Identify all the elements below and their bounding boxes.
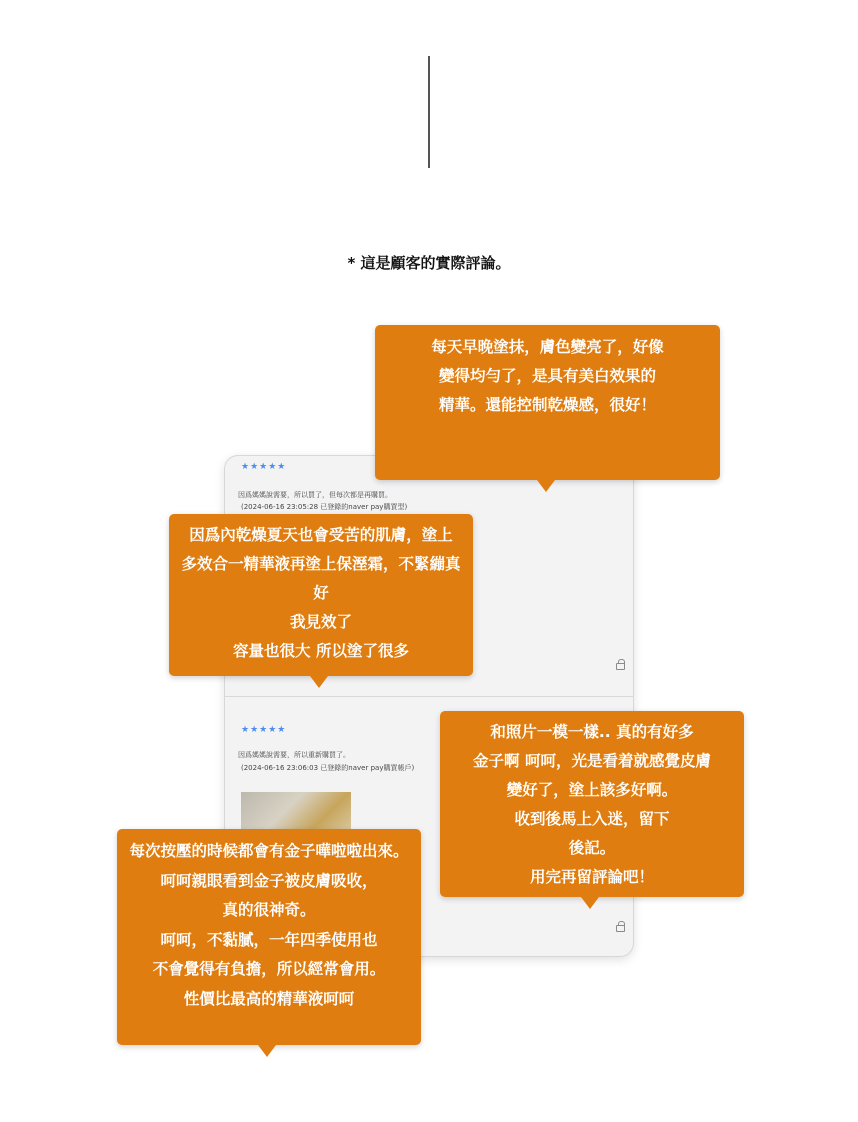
quote-line: 不會覺得有負擔，所以經常會用。 [152, 960, 386, 978]
quote-line: 後記。 [568, 839, 616, 857]
rating-stars: ★★★★★ [241, 462, 287, 472]
review-quote-bubble [440, 711, 744, 897]
lock-icon [616, 663, 625, 670]
quote-line: 因爲內乾燥夏天也會受苦的肌膚，塗上 [189, 526, 453, 544]
review-date: (2024-06-16 23:05:28 已登錄的naver pay購買型) [241, 503, 408, 511]
review-quote-bubble [375, 325, 720, 480]
quote-line: 和照片一模一樣.. 真的有好多 [490, 723, 694, 741]
review-date-suffix: 已登錄的naver pay購買帳戶) [320, 764, 415, 772]
review-date-value: (2024-06-16 23:06:03 [241, 764, 319, 772]
quote-line: 呵呵親眼看到金子被皮膚吸收， [160, 871, 378, 890]
lock-icon [616, 925, 625, 932]
bubble-tail [258, 1045, 276, 1057]
quote-line: 收到後馬上入迷，留下 [514, 810, 670, 828]
quote-line: 好 [313, 584, 329, 602]
quote-line: 多效合一精華液再塗上保溼霜，不緊繃真 [181, 555, 461, 573]
quote-line: 金子啊 呵呵，光是看着就感覺皮膚 [473, 752, 711, 770]
quote-line: 每天早晚塗抹，膚色變亮了，好像 [431, 338, 664, 356]
quote-line: 精華。還能控制乾燥感，很好！ [438, 396, 656, 414]
review-quote-bubble [117, 829, 421, 1045]
quote-line: 變得均勻了，是具有美白效果的 [438, 367, 656, 385]
review-text: 因爲媽媽說需要，所以重新購買了。 [238, 751, 350, 759]
quote-line: 真的很神奇。 [222, 901, 316, 919]
review-quote-bubble [169, 514, 473, 676]
review-text: 因爲媽媽說需要，所以買了，但每次都是再購買。 [238, 491, 392, 499]
quote-line: 容量也很大 所以塗了很多 [233, 642, 409, 660]
quote-line: 變好了，塗上該多好啊。 [506, 781, 678, 799]
bubble-tail [581, 897, 599, 909]
quote-line: 我見效了 [289, 613, 352, 631]
quote-line: 每次按壓的時候都會有金子嘩啦啦出來。 [129, 842, 409, 860]
rating-stars: ★★★★★ [241, 725, 287, 735]
bubble-tail [537, 480, 555, 492]
review-date [241, 763, 414, 773]
quote-line: 用完再留評論吧！ [529, 868, 654, 886]
quote-line: 性價比最高的精華液呵呵 [183, 989, 355, 1008]
vertical-divider [428, 56, 430, 168]
disclaimer-text: * 這是顧客的實際評論。 [347, 254, 511, 272]
quote-line: 呵呵，不黏膩，一年四季使用也 [160, 930, 378, 949]
bubble-tail [310, 676, 328, 688]
